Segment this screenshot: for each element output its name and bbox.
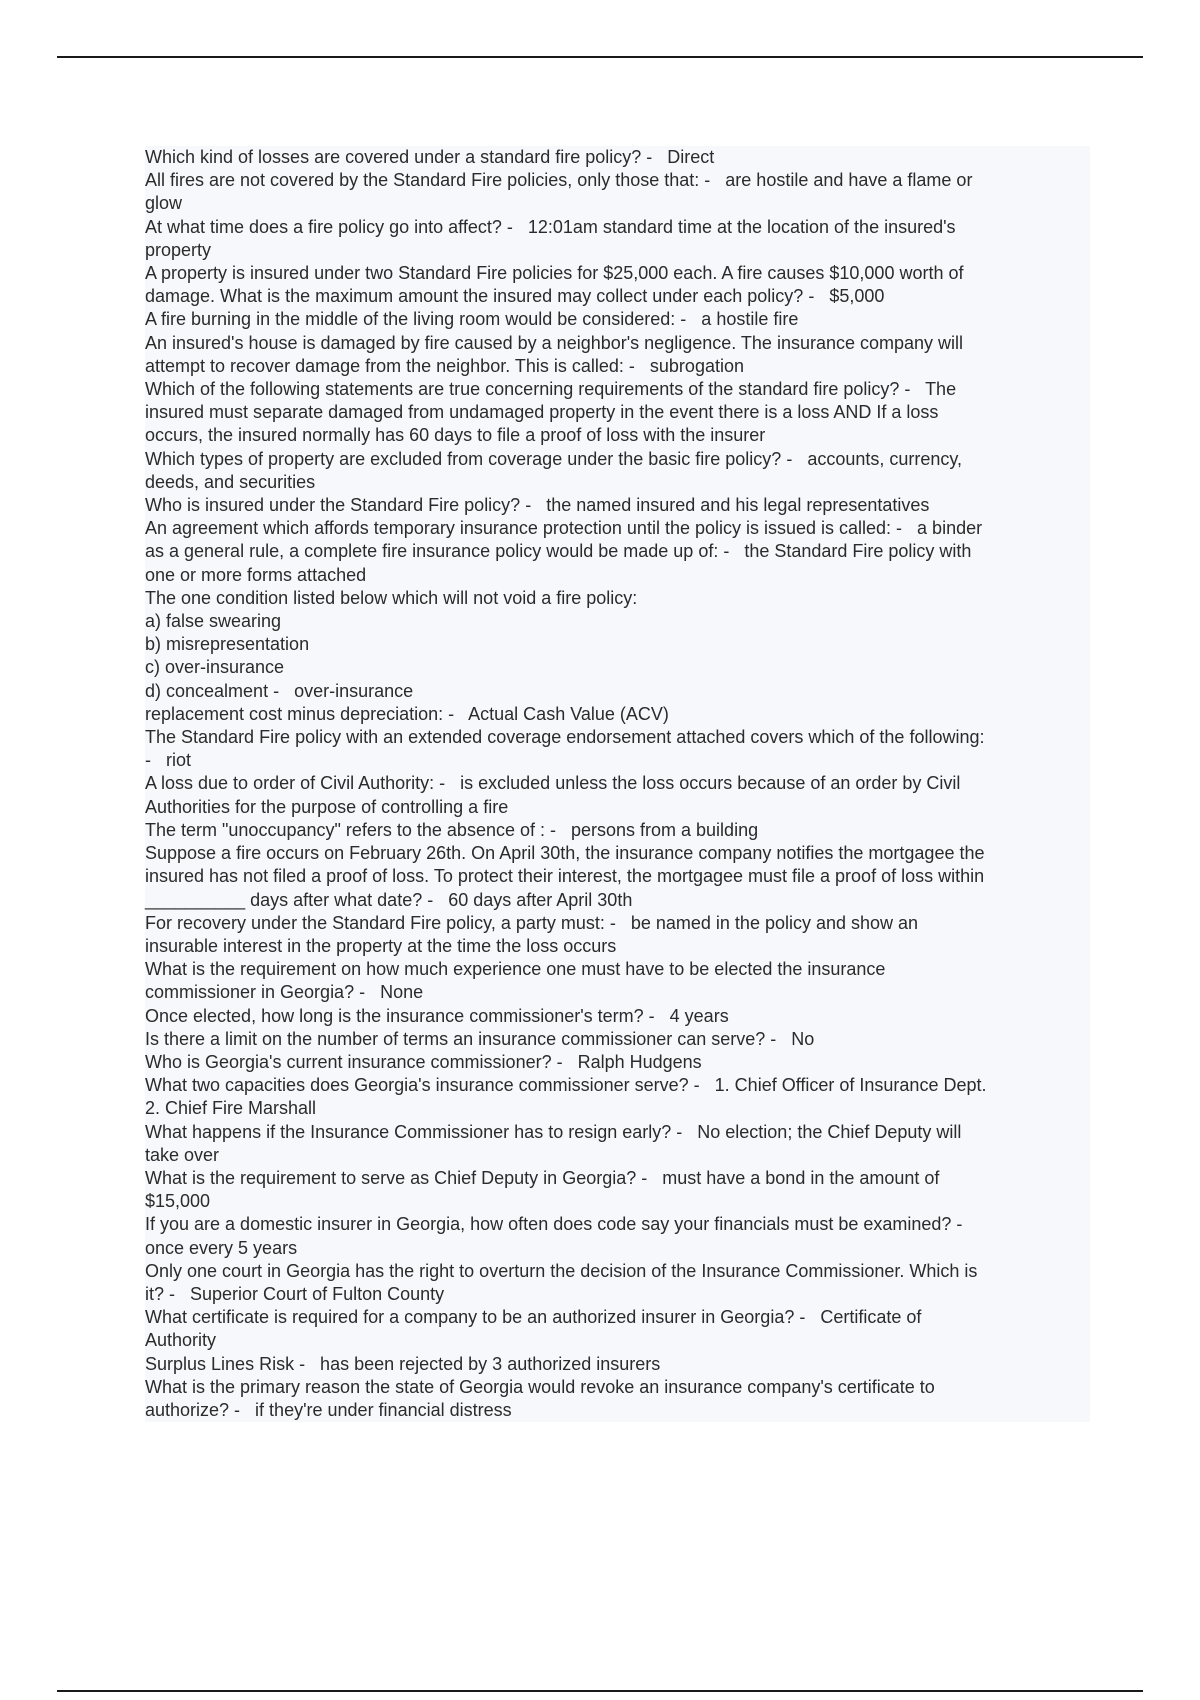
text-line: All fires are not covered by the Standard Fire policies, only those that: - are hostile and have a flame or [145, 169, 1090, 192]
text-line: it? - Superior Court of Fulton County [145, 1283, 1090, 1306]
text-line: Which kind of losses are covered under a standard fire policy? - Direct [145, 146, 1090, 169]
text-line: take over [145, 1144, 1090, 1167]
text-line: authorize? - if they're under financial distress [145, 1399, 1090, 1422]
text-line: A fire burning in the middle of the living room would be considered: - a hostile fire [145, 308, 1090, 331]
text-line: replacement cost minus depreciation: - Actual Cash Value (ACV) [145, 703, 1090, 726]
text-line: $15,000 [145, 1190, 1090, 1213]
text-line: The Standard Fire policy with an extended coverage endorsement attached covers which of the following: [145, 726, 1090, 749]
text-line: Which types of property are excluded from coverage under the basic fire policy? - accounts, currency, [145, 448, 1090, 471]
text-line: insurable interest in the property at the time the loss occurs [145, 935, 1090, 958]
text-line: glow [145, 192, 1090, 215]
text-line: Authority [145, 1329, 1090, 1352]
text-line: A loss due to order of Civil Authority: - is excluded unless the loss occurs because of an order by Civil [145, 772, 1090, 795]
text-line: attempt to recover damage from the neighbor. This is called: - subrogation [145, 355, 1090, 378]
text-line: occurs, the insured normally has 60 days to file a proof of loss with the insurer [145, 424, 1090, 447]
text-line: damage. What is the maximum amount the insured may collect under each policy? - $5,000 [145, 285, 1090, 308]
text-line: deeds, and securities [145, 471, 1090, 494]
text-line: Surplus Lines Risk - has been rejected by 3 authorized insurers [145, 1353, 1090, 1376]
text-line: 2. Chief Fire Marshall [145, 1097, 1090, 1120]
text-line: If you are a domestic insurer in Georgia, how often does code say your financials must be examined? - [145, 1213, 1090, 1236]
text-line: The one condition listed below which will not void a fire policy: [145, 587, 1090, 610]
text-line: d) concealment - over-insurance [145, 680, 1090, 703]
text-line: What is the requirement to serve as Chief Deputy in Georgia? - must have a bond in the amount of [145, 1167, 1090, 1190]
text-line: What happens if the Insurance Commissioner has to resign early? - No election; the Chief Deputy will [145, 1121, 1090, 1144]
text-line: What two capacities does Georgia's insurance commissioner serve? - 1. Chief Officer of Insurance Dept. [145, 1074, 1090, 1097]
text-line: - riot [145, 749, 1090, 772]
text-line: insured must separate damaged from undamaged property in the event there is a loss AND If a loss [145, 401, 1090, 424]
text-line: What certificate is required for a company to be an authorized insurer in Georgia? - Certificate of [145, 1306, 1090, 1329]
header-rule [57, 56, 1143, 58]
text-line: insured has not filed a proof of loss. To protect their interest, the mortgagee must file a proof of loss within [145, 865, 1090, 888]
text-line: one or more forms attached [145, 564, 1090, 587]
document-body [145, 146, 1090, 1422]
text-line: The term "unoccupancy" refers to the absence of : - persons from a building [145, 819, 1090, 842]
text-line: An agreement which affords temporary insurance protection until the policy is issued is called: - a binder [145, 517, 1090, 540]
text-line: Suppose a fire occurs on February 26th. On April 30th, the insurance company notifies the mortgagee the [145, 842, 1090, 865]
text-line: For recovery under the Standard Fire policy, a party must: - be named in the policy and show an [145, 912, 1090, 935]
text-line: b) misrepresentation [145, 633, 1090, 656]
text-line: At what time does a fire policy go into affect? - 12:01am standard time at the location of the insured's [145, 216, 1090, 239]
text-line: Who is Georgia's current insurance commissioner? - Ralph Hudgens [145, 1051, 1090, 1074]
text-line: __________ days after what date? - 60 days after April 30th [145, 889, 1090, 912]
text-line: What is the requirement on how much experience one must have to be elected the insurance [145, 958, 1090, 981]
text-line: as a general rule, a complete fire insurance policy would be made up of: - the Standard Fire policy with [145, 540, 1090, 563]
text-line: Once elected, how long is the insurance commissioner's term? - 4 years [145, 1005, 1090, 1028]
text-line: a) false swearing [145, 610, 1090, 633]
footer-rule [57, 1690, 1143, 1692]
text-line: What is the primary reason the state of Georgia would revoke an insurance company's certificate to [145, 1376, 1090, 1399]
text-line: property [145, 239, 1090, 262]
text-line: Who is insured under the Standard Fire policy? - the named insured and his legal representatives [145, 494, 1090, 517]
text-line: Which of the following statements are true concerning requirements of the standard fire policy? - The [145, 378, 1090, 401]
text-line: A property is insured under two Standard Fire policies for $25,000 each. A fire causes $10,000 worth of [145, 262, 1090, 285]
text-line: Only one court in Georgia has the right to overturn the decision of the Insurance Commissioner. Which is [145, 1260, 1090, 1283]
text-line: once every 5 years [145, 1237, 1090, 1260]
text-line: Authorities for the purpose of controlling a fire [145, 796, 1090, 819]
text-line: An insured's house is damaged by fire caused by a neighbor's negligence. The insurance company will [145, 332, 1090, 355]
text-line: commissioner in Georgia? - None [145, 981, 1090, 1004]
text-line: c) over-insurance [145, 656, 1090, 679]
text-line: Is there a limit on the number of terms an insurance commissioner can serve? - No [145, 1028, 1090, 1051]
